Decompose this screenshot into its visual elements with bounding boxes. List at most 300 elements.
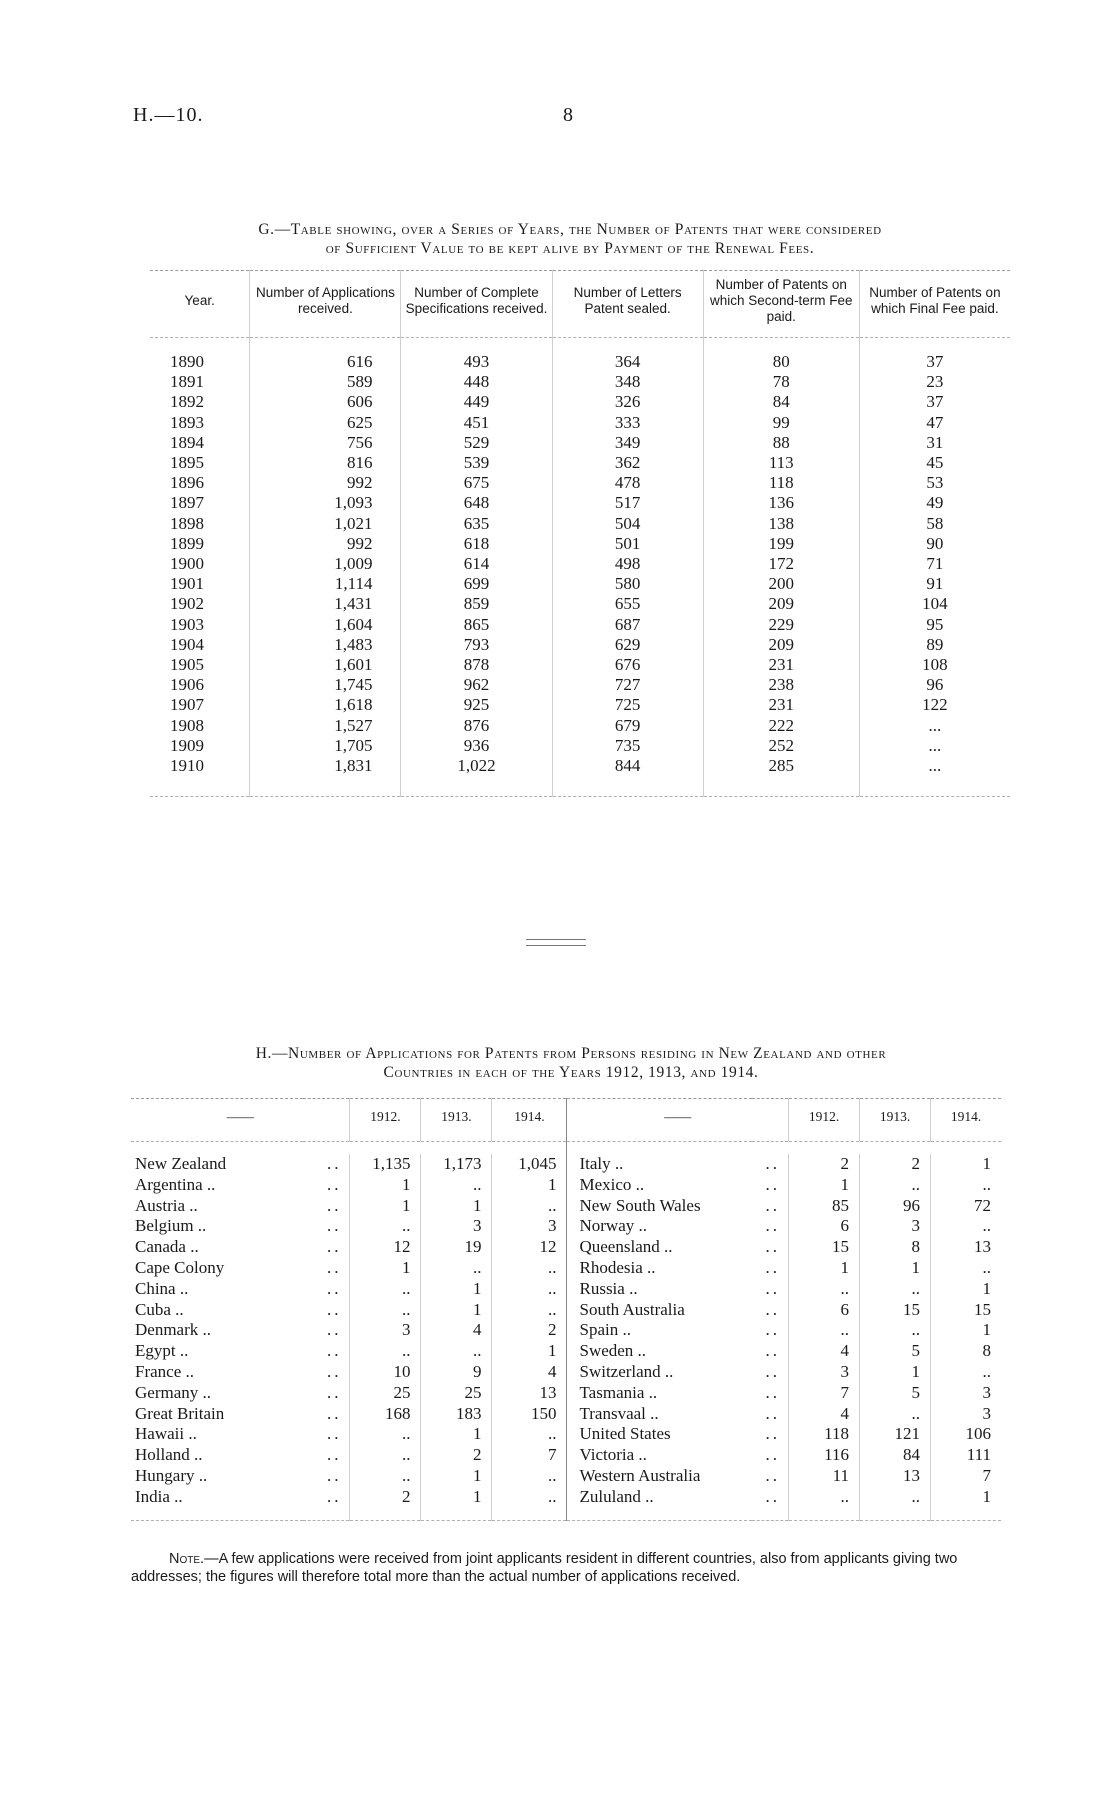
value-cell: 1	[931, 1154, 1002, 1175]
value-cell: 1	[421, 1424, 492, 1445]
value-cell: 493	[401, 352, 552, 372]
table-row	[150, 695, 1010, 715]
year-cell: 1909	[170, 735, 204, 755]
value-cell: ..	[350, 1445, 421, 1466]
table-row	[150, 413, 1010, 433]
country-cell: Spain ..	[567, 1320, 752, 1341]
leader-dots: ..	[326, 1154, 342, 1173]
country-cell: Mexico ..	[567, 1175, 752, 1196]
column-header-final-fee: Number of Patents on which Final Fee paid.	[859, 271, 1010, 338]
renewal-fees-table-body	[150, 338, 1010, 797]
value-cell: 37	[859, 352, 1010, 372]
leader-dots: ..	[326, 1361, 342, 1381]
value-cell: 118	[789, 1424, 860, 1445]
value-cell: ..	[350, 1341, 421, 1362]
value-cell: 589	[250, 372, 401, 392]
value-cell: 3	[350, 1320, 421, 1341]
value-cell: 7	[931, 1466, 1002, 1487]
section-divider	[526, 939, 586, 940]
leader-dots: ..	[765, 1195, 780, 1215]
value-cell: ..	[789, 1487, 860, 1520]
leader-dots: ..	[326, 1257, 342, 1277]
value-cell: ..	[860, 1320, 931, 1341]
spacer-cell	[150, 338, 250, 353]
value-cell: 91	[859, 574, 1010, 594]
value-cell: 3	[931, 1383, 1002, 1404]
value-cell: 1,483	[250, 635, 401, 655]
leader-dots: ..	[765, 1465, 780, 1485]
value-cell: 7	[492, 1445, 567, 1466]
spacer-cell	[860, 1142, 931, 1155]
value-cell: 1,431	[250, 594, 401, 614]
country-cell: Transvaal ..	[567, 1404, 752, 1425]
country-cell: Cape Colony	[135, 1257, 225, 1277]
country-cell: Rhodesia ..	[567, 1258, 752, 1279]
country-cell: Tasmania ..	[567, 1383, 752, 1404]
spacer-cell	[859, 338, 1010, 353]
leader-dots: ..	[765, 1424, 780, 1444]
value-cell: 1	[931, 1487, 1002, 1520]
leader-dots: ..	[765, 1278, 780, 1298]
value-cell: 1,135	[350, 1154, 421, 1175]
table-row	[150, 594, 1010, 614]
table-row	[150, 453, 1010, 473]
leader-dots: ..	[765, 1361, 780, 1381]
value-cell: 25	[421, 1383, 492, 1404]
year-cell: 1910	[150, 756, 250, 797]
value-cell: 136	[703, 493, 859, 513]
value-cell: 6	[789, 1216, 860, 1237]
year-cell: 1897	[170, 493, 204, 513]
table-row	[150, 716, 1010, 736]
value-cell: 23	[859, 372, 1010, 392]
leader-dots: ..	[326, 1341, 342, 1361]
value-cell: 168	[350, 1404, 421, 1425]
leader-dots: ..	[326, 1216, 342, 1236]
value-cell: 925	[401, 695, 552, 715]
column-header-letters-patent: Number of Letters Patent sealed.	[552, 271, 703, 338]
value-cell: 71	[859, 554, 1010, 574]
leader-dots: ..	[326, 1174, 342, 1194]
value-cell: 222	[703, 716, 859, 736]
value-cell: 635	[401, 514, 552, 534]
value-cell: 501	[552, 534, 703, 554]
table-row	[150, 736, 1010, 756]
table-row	[131, 1237, 1001, 1258]
country-cell: Belgium ..	[135, 1216, 207, 1236]
value-cell: 478	[552, 473, 703, 493]
value-cell: 517	[552, 493, 703, 513]
footnote-lead: Note.	[169, 1551, 205, 1567]
table-row	[150, 372, 1010, 392]
value-cell: 4	[789, 1404, 860, 1425]
value-cell: ..	[492, 1300, 567, 1321]
table-row	[131, 1487, 1001, 1520]
value-cell: 1,604	[250, 615, 401, 635]
value-cell: 13	[860, 1466, 931, 1487]
value-cell: 1	[789, 1175, 860, 1196]
table-row	[150, 392, 1010, 412]
year-cell: 1893	[170, 412, 204, 432]
value-cell: ..	[492, 1279, 567, 1300]
value-cell: 121	[860, 1424, 931, 1445]
value-cell: 172	[703, 554, 859, 574]
value-cell: 47	[859, 413, 1010, 433]
value-cell: 580	[552, 574, 703, 594]
value-cell: 676	[552, 655, 703, 675]
value-cell: ..	[350, 1216, 421, 1237]
table-g-title-line2: of Sufficient Value to be kept alive by Payment of the Renewal Fees.	[325, 240, 815, 257]
year-cell: 1891	[170, 372, 204, 392]
country-cell: Zululand ..	[567, 1487, 752, 1520]
year-cell: 1900	[170, 554, 204, 574]
value-cell: 8	[931, 1341, 1002, 1362]
value-cell: 865	[401, 615, 552, 635]
value-cell: ..	[860, 1404, 931, 1425]
year-cell: 1894	[170, 432, 204, 452]
value-cell: ..	[931, 1175, 1002, 1196]
value-cell: 451	[401, 413, 552, 433]
value-cell: 111	[931, 1445, 1002, 1466]
value-cell: ..	[789, 1320, 860, 1341]
leader-dots: ..	[326, 1445, 342, 1465]
value-cell: 5	[860, 1383, 931, 1404]
value-cell: 699	[401, 574, 552, 594]
country-cell: New Zealand	[135, 1154, 227, 1173]
column-header-1914: 1914.	[492, 1099, 567, 1142]
value-cell: 648	[401, 493, 552, 513]
value-cell: 96	[859, 675, 1010, 695]
value-cell: 285	[703, 756, 859, 797]
value-cell: 96	[860, 1196, 931, 1217]
table-header-row	[150, 271, 1010, 338]
value-cell: 793	[401, 635, 552, 655]
value-cell: 1,093	[250, 493, 401, 513]
value-cell: 84	[703, 392, 859, 412]
leader-dots: ..	[326, 1320, 342, 1340]
country-cell: Russia ..	[567, 1279, 752, 1300]
spacer-cell	[131, 1142, 303, 1155]
country-cell: Canada ..	[135, 1237, 199, 1257]
value-cell: 614	[401, 554, 552, 574]
value-cell: 209	[703, 594, 859, 614]
country-cell: Great Britain	[135, 1403, 225, 1423]
spacer-cell	[552, 338, 703, 353]
value-cell: 6	[789, 1300, 860, 1321]
value-cell: 449	[401, 392, 552, 412]
leader-dots: ..	[765, 1154, 780, 1173]
value-cell: 992	[250, 473, 401, 493]
column-header-applications: Number of Applications received.	[250, 271, 401, 338]
value-cell: 1	[350, 1175, 421, 1196]
value-cell: 80	[703, 352, 859, 372]
table-row	[131, 1466, 1001, 1487]
country-cell: Denmark ..	[135, 1320, 212, 1340]
value-cell: 629	[552, 635, 703, 655]
leader-dots: ..	[326, 1465, 342, 1485]
value-cell: 12	[350, 1237, 421, 1258]
value-cell: 200	[703, 574, 859, 594]
value-cell: 11	[789, 1466, 860, 1487]
value-cell: 679	[552, 716, 703, 736]
value-cell: 936	[401, 736, 552, 756]
value-cell: 2	[350, 1487, 421, 1520]
value-cell: 655	[552, 594, 703, 614]
value-cell: 675	[401, 473, 552, 493]
value-cell: ..	[931, 1216, 1002, 1237]
column-header-1913: 1913.	[421, 1099, 492, 1142]
table-row	[131, 1341, 1001, 1362]
country-cell: Queensland ..	[567, 1237, 752, 1258]
spacer-cell	[401, 338, 552, 353]
table-row	[131, 1154, 1001, 1175]
table-row	[131, 1216, 1001, 1237]
year-cell: 1907	[170, 695, 204, 715]
column-header-1912: 1912.	[350, 1099, 421, 1142]
value-cell: 727	[552, 675, 703, 695]
leader-dots: ..	[765, 1403, 780, 1423]
value-cell: 1	[421, 1466, 492, 1487]
country-cell: Holland ..	[135, 1445, 203, 1465]
leader-dots: ..	[765, 1299, 780, 1319]
year-cell: 1899	[170, 533, 204, 553]
value-cell: 78	[703, 372, 859, 392]
value-cell: 108	[859, 655, 1010, 675]
value-cell: 725	[552, 695, 703, 715]
column-header-1912: 1912.	[789, 1099, 860, 1142]
country-cell: Egypt ..	[135, 1341, 189, 1361]
leader-dots: ..	[765, 1341, 780, 1361]
value-cell: 1,114	[250, 574, 401, 594]
leader-dots: ..	[765, 1445, 780, 1465]
value-cell: 1	[421, 1487, 492, 1520]
value-cell: ..	[492, 1196, 567, 1217]
value-cell: 4	[789, 1341, 860, 1362]
value-cell: 88	[703, 433, 859, 453]
value-cell: 229	[703, 615, 859, 635]
value-cell: ..	[350, 1466, 421, 1487]
country-cell: India ..	[131, 1487, 303, 1520]
value-cell: 15	[931, 1300, 1002, 1321]
value-cell: 5	[860, 1341, 931, 1362]
leader-dots: ..	[765, 1382, 780, 1402]
value-cell: 13	[492, 1383, 567, 1404]
spacer-cell	[421, 1142, 492, 1155]
table-row	[150, 615, 1010, 635]
value-cell: 3	[421, 1216, 492, 1237]
country-cell: United States	[567, 1424, 752, 1445]
value-cell: 876	[401, 716, 552, 736]
value-cell: 104	[859, 594, 1010, 614]
table-row	[150, 675, 1010, 695]
column-header-1913: 1913.	[860, 1099, 931, 1142]
country-cell: Hawaii ..	[135, 1424, 197, 1444]
value-cell: 2	[421, 1445, 492, 1466]
value-cell: 1,173	[421, 1154, 492, 1175]
value-cell: 12	[492, 1237, 567, 1258]
value-cell: 49	[859, 493, 1010, 513]
value-cell: 1,705	[250, 736, 401, 756]
applications-table-body	[131, 1142, 1001, 1521]
leader-dots: ..	[326, 1195, 342, 1215]
value-cell: ...	[859, 756, 1010, 797]
country-cell: China ..	[135, 1278, 189, 1298]
value-cell: 1	[492, 1175, 567, 1196]
value-cell: 1,745	[250, 675, 401, 695]
value-cell: 1,045	[492, 1154, 567, 1175]
value-cell: 1	[789, 1258, 860, 1279]
value-cell: 10	[350, 1362, 421, 1383]
value-cell: 859	[401, 594, 552, 614]
value-cell: 90	[859, 534, 1010, 554]
year-cell: 1895	[170, 453, 204, 473]
value-cell: 3	[492, 1216, 567, 1237]
leader-dots: ..	[326, 1237, 342, 1257]
value-cell: 1	[492, 1341, 567, 1362]
value-cell: ..	[860, 1175, 931, 1196]
value-cell: 19	[421, 1237, 492, 1258]
table-row	[131, 1196, 1001, 1217]
table-h-title-line1: H.—Number of Applications for Patents from Persons residing in New Zealand and other	[255, 1045, 887, 1062]
value-cell: 1	[421, 1300, 492, 1321]
value-cell: ..	[350, 1279, 421, 1300]
section-divider	[526, 945, 586, 946]
value-cell: 53	[859, 473, 1010, 493]
table-row	[131, 1383, 1001, 1404]
leader-dots: ..	[326, 1403, 342, 1423]
table-row	[150, 534, 1010, 554]
value-cell: 2	[860, 1154, 931, 1175]
value-cell: 238	[703, 675, 859, 695]
value-cell: 625	[250, 413, 401, 433]
page-number: 8	[563, 104, 573, 126]
country-cell: Italy ..	[567, 1154, 752, 1175]
value-cell: 15	[789, 1237, 860, 1258]
value-cell: 99	[703, 413, 859, 433]
value-cell: 735	[552, 736, 703, 756]
column-header-complete-specifications: Number of Complete Specifications received.	[401, 271, 552, 338]
value-cell: 756	[250, 433, 401, 453]
footnote-text: —A few applications were received from joint applicants resident in different countries, also from applicants giving two addresses; the figures will therefore total more than the actual number of applications received.	[131, 1551, 958, 1585]
column-header-1914: 1914.	[931, 1099, 1002, 1142]
value-cell: 616	[250, 352, 401, 372]
leader-dots: ..	[326, 1278, 342, 1298]
table-row	[150, 756, 1010, 797]
value-cell: 1,009	[250, 554, 401, 574]
country-cell: New South Wales	[567, 1196, 752, 1217]
year-cell: 1906	[170, 675, 204, 695]
value-cell: 326	[552, 392, 703, 412]
value-cell: ...	[859, 736, 1010, 756]
table-row	[131, 1175, 1001, 1196]
column-header-year: Year.	[150, 271, 250, 338]
value-cell: 618	[401, 534, 552, 554]
table-row	[150, 493, 1010, 513]
value-cell: 150	[492, 1404, 567, 1425]
value-cell: ..	[860, 1279, 931, 1300]
value-cell: 113	[703, 453, 859, 473]
value-cell: 85	[789, 1196, 860, 1217]
value-cell: 31	[859, 433, 1010, 453]
country-cell: Argentina ..	[135, 1174, 216, 1194]
value-cell: 1	[931, 1320, 1002, 1341]
table-row	[150, 352, 1010, 372]
value-cell: ..	[492, 1466, 567, 1487]
value-cell: ..	[350, 1424, 421, 1445]
value-cell: 364	[552, 352, 703, 372]
spacer-cell	[703, 338, 859, 353]
column-header-country: ——	[131, 1099, 350, 1142]
value-cell: 498	[552, 554, 703, 574]
value-cell: 138	[703, 514, 859, 534]
value-cell: 8	[860, 1237, 931, 1258]
table-g-title-line1: G.—Table showing, over a Series of Years, the Number of Patents that were considered	[258, 221, 882, 238]
value-cell: ..	[492, 1424, 567, 1445]
value-cell: 7	[789, 1383, 860, 1404]
value-cell: 45	[859, 453, 1010, 473]
spacer-cell	[250, 338, 401, 353]
value-cell: ..	[860, 1487, 931, 1520]
value-cell: ..	[350, 1300, 421, 1321]
year-cell: 1901	[170, 574, 204, 594]
value-cell: 1	[421, 1279, 492, 1300]
value-cell: 962	[401, 675, 552, 695]
table-h-title-line2: Countries in each of the Years 1912, 1913, and 1914.	[383, 1064, 759, 1081]
value-cell: 539	[401, 453, 552, 473]
column-header-country: ——	[567, 1099, 789, 1142]
value-cell: 231	[703, 655, 859, 675]
table-g-title	[120, 220, 1020, 258]
table-row	[131, 1300, 1001, 1321]
value-cell: 84	[860, 1445, 931, 1466]
country-cell: Germany ..	[135, 1382, 212, 1402]
renewal-fees-table	[150, 270, 1010, 797]
spacer-row	[131, 1142, 1001, 1155]
table-h-title	[131, 1044, 1011, 1082]
value-cell: 72	[931, 1196, 1002, 1217]
spacer-cell	[931, 1142, 1002, 1155]
value-cell: ..	[421, 1341, 492, 1362]
value-cell: 1,601	[250, 655, 401, 675]
table-row	[131, 1320, 1001, 1341]
value-cell: 116	[789, 1445, 860, 1466]
leader-dots: ..	[303, 1487, 350, 1520]
table-row	[131, 1362, 1001, 1383]
value-cell: 878	[401, 655, 552, 675]
value-cell: 844	[552, 756, 703, 797]
value-cell: 9	[421, 1362, 492, 1383]
country-cell: Austria ..	[135, 1195, 198, 1215]
value-cell: 448	[401, 372, 552, 392]
value-cell: 3	[931, 1404, 1002, 1425]
year-cell: 1904	[170, 634, 204, 654]
table-row	[131, 1424, 1001, 1445]
country-cell: Norway ..	[567, 1216, 752, 1237]
value-cell: 13	[931, 1237, 1002, 1258]
value-cell: 529	[401, 433, 552, 453]
value-cell: 106	[931, 1424, 1002, 1445]
table-row	[131, 1279, 1001, 1300]
value-cell: 2	[492, 1320, 567, 1341]
leader-dots: ..	[765, 1320, 780, 1340]
spacer-cell	[350, 1142, 421, 1155]
table-row	[150, 554, 1010, 574]
leader-dots: ..	[326, 1299, 342, 1319]
value-cell: 252	[703, 736, 859, 756]
page-code: H.—10.	[133, 104, 204, 126]
value-cell: 1,527	[250, 716, 401, 736]
country-cell: France ..	[135, 1361, 195, 1381]
